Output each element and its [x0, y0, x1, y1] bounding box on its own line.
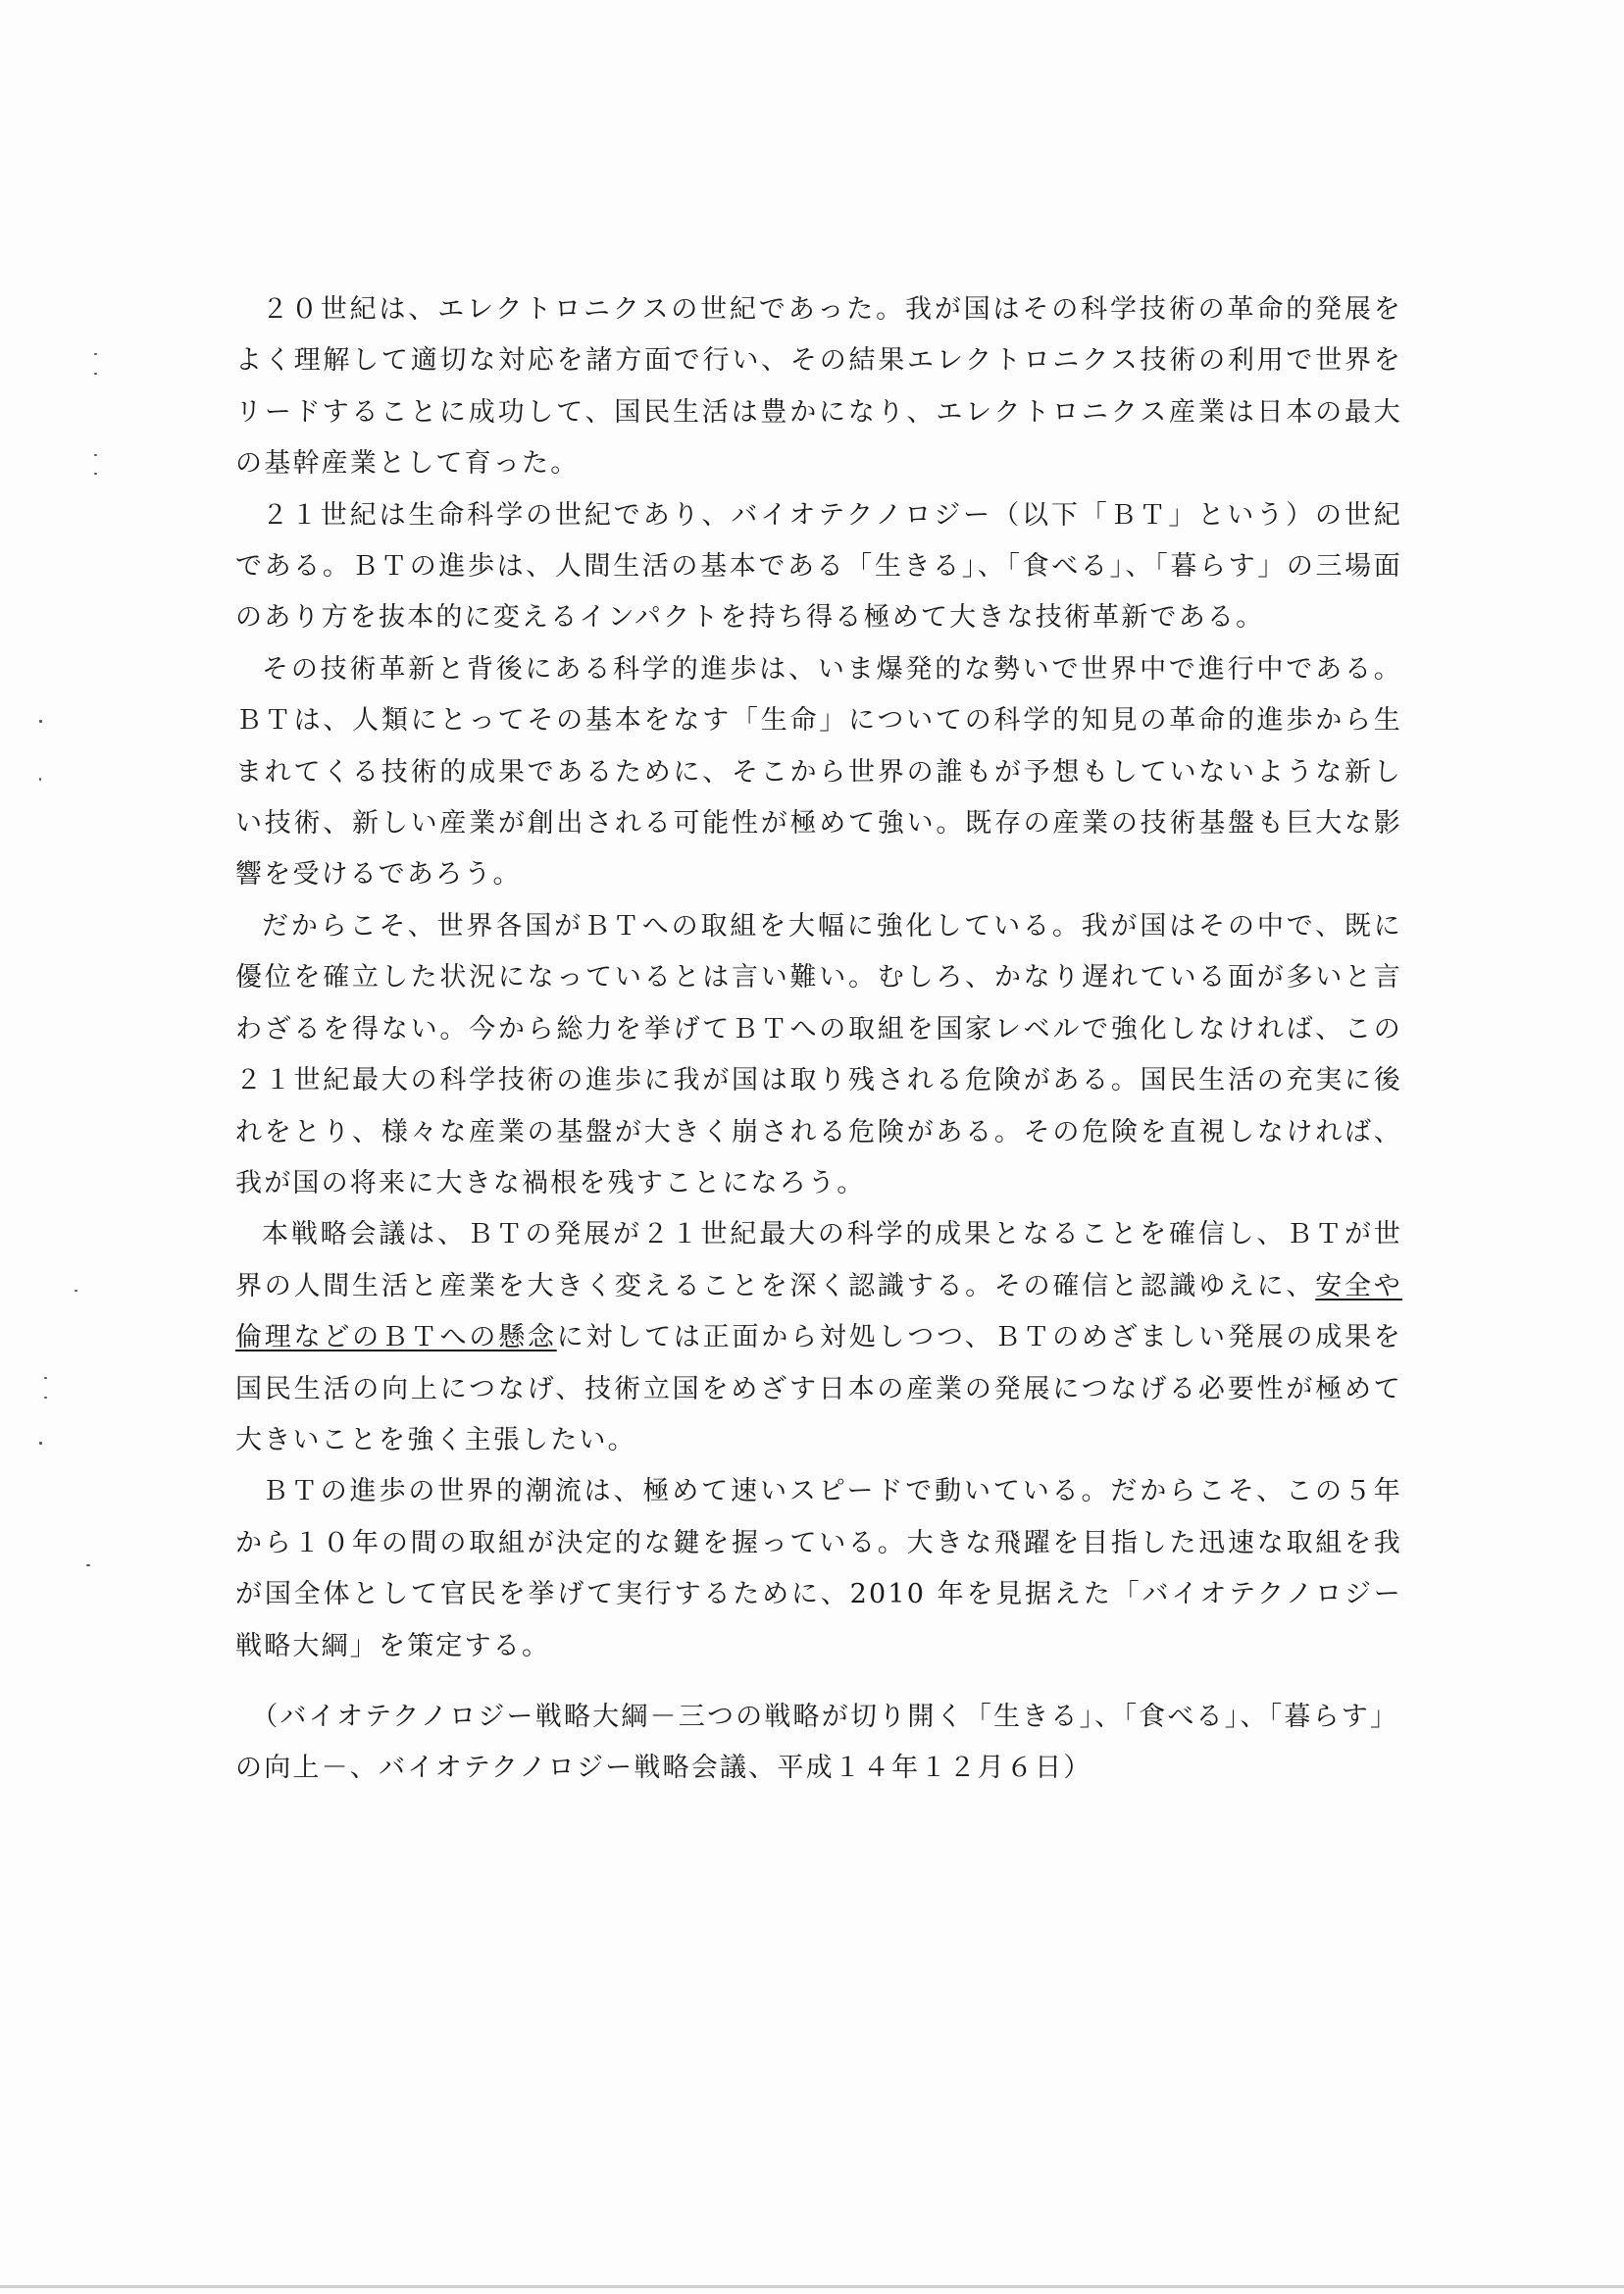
- paragraph-text: ２０世紀は、エレクトロニクスの世紀であった。我が国はその科学技術の革命的発展をよく理解して適切な対応を諸方面で行い、その結果エレクトロニクス技術の利用で世界をリードすることに成功して、国民生活は豊かになり、エレクトロニクス産業は日本の最大の基幹産業として育った。: [235, 294, 1402, 480]
- scan-speck: [39, 720, 42, 723]
- paragraph-text: ２１世紀は生命科学の世紀であり、バイオテクノロジー（以下「ＢＴ」という）の世紀である。ＢＴの進歩は、人間生活の基本である「生きる」、「食べる」、「暮らす」の三場面のあり方を抜本的に変えるインパクトを持ち得る極めて大きな技術革新である。: [235, 499, 1402, 634]
- paragraph-text: その技術革新と背後にある科学的進歩は、いま爆発的な勢いで世界中で進行中である。ＢＴは、人類にとってその基本をなす「生命」についての科学的知見の革命的進歩から生まれてくる技術的成果であるために、そこから世界の誰もが予想もしていないような新しい技術、新しい産業が創出される可能性が極めて強い。既存の産業の技術基盤も巨大な影響を受けるであろう。: [235, 653, 1402, 891]
- underlined-phrase: 安全や倫理などのＢＴへの懸念: [235, 1270, 1402, 1353]
- paragraph-text: に対しては正面から対処しつつ、ＢＴのめざましい発展の成果を国民生活の向上につなげ、技術立国をめざす日本の産業の発展につなげる必要性が極めて大きいことを強く主張したい。: [235, 1322, 1403, 1455]
- scan-speck: [94, 353, 97, 355]
- scan-speck: [44, 1377, 47, 1379]
- scan-edge-line: [0, 2285, 1624, 2288]
- paragraph-text: ＢＴの進歩の世界的潮流は、極めて速いスピードで動いている。だからこそ、この５年から１０年の間の取組が決定的な鍵を握っている。大きな飛躍を目指した迅速な取組を我が国全体として官民を挙げて実行するために、2010 年を見据えた「バイオテクノロジー戦略大綱」を策定する。: [235, 1476, 1402, 1661]
- scan-speck: [75, 1290, 77, 1292]
- paragraph: [235, 1209, 1402, 1466]
- paragraph: [235, 1466, 1402, 1672]
- paragraph: [235, 284, 1402, 490]
- scan-speck: [44, 1397, 47, 1399]
- scan-speck: [94, 454, 97, 456]
- paragraph-text: 本戦略会議は、ＢＴの発展が２１世紀最大の科学的成果となることを確信し、ＢＴが世界の人間生活と産業を大きく変えることを深く認識する。その確信と認識ゆえに、: [235, 1219, 1402, 1301]
- paragraph: [235, 490, 1402, 644]
- citation: （バイオテクノロジー戦略大綱－三つの戦略が切り開く「生きる」、「食べる」、「暮らす」の向上－、バイオテクノロジー戦略会議、平成１４年１２月６日）: [235, 1702, 1399, 1783]
- scan-speck: [94, 373, 97, 375]
- scan-speck: [39, 778, 41, 781]
- scan-speck: [39, 1442, 42, 1445]
- scan-speck: [94, 473, 97, 475]
- paragraph-text: だからこそ、世界各国がＢＴへの取組を大幅に強化している。我が国はその中で、既に優位を確立した状況になっているとは言い難い。むしろ、かなり遅れている面が多いと言わざるを得ない。今から総力を挙げてＢＴへの取組を国家レベルで強化しなければ、この２１世紀最大の科学技術の進歩に我が国は取り残される危険がある。国民生活の充実に後れをとり、様々な産業の基盤が大きく崩される危険がある。その危険を直視しなければ、我が国の将来に大きな禍根を残すことになろう。: [235, 910, 1402, 1198]
- paragraph: [235, 644, 1402, 901]
- body-text: [235, 284, 1402, 1672]
- scan-speck: [86, 1564, 90, 1566]
- paragraph: [235, 901, 1402, 1209]
